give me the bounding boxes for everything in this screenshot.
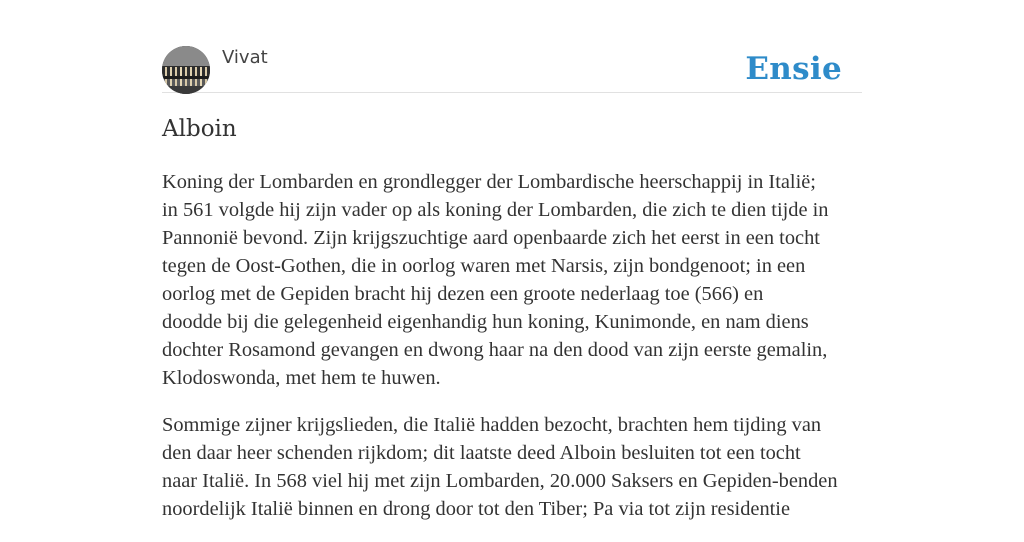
author-avatar[interactable] xyxy=(162,46,210,94)
article-body xyxy=(162,168,862,542)
text-line: Sommige zijner krijgslieden, die Italië hadden bezocht, brachten hem tijding van xyxy=(162,414,822,436)
text-line: naar Italië. In 568 viel hij met zijn Lombarden, 20.000 Saksers en Gepiden-benden xyxy=(162,470,838,492)
text-line: Koning der Lombarden en grondlegger der Lombardische heerschappij in Italië; xyxy=(162,171,816,193)
text-line: den daar heer schenden rijkdom; dit laatste deed Alboin besluiten tot een tocht xyxy=(162,442,801,464)
article-title: Alboin xyxy=(162,116,237,142)
text-line: in 561 volgde hij zijn vader op als koning der Lombarden, die zich te dien tijde in xyxy=(162,199,829,221)
text-line: Pannonië bevond. Zijn krijgszuchtige aard openbaarde zich het eerst in een tocht xyxy=(162,227,820,249)
text-line: noordelijk Italië binnen en drong door tot den Tiber; Pa via tot zijn residentie xyxy=(162,498,791,520)
text-line: dochter Rosamond gevangen en dwong haar na den dood van zijn eerste gemalin, xyxy=(162,339,828,361)
paragraph xyxy=(162,168,862,392)
text-line: Klodoswonda, met hem te huwen. xyxy=(162,367,441,389)
text-line: oorlog met de Gepiden bracht hij dezen een groote nederlaag toe (566) en xyxy=(162,283,764,305)
text-line: doodde bij die gelegenheid eigenhandig hun koning, Kunimonde, en nam diens xyxy=(162,311,809,333)
site-logo[interactable]: Ensie xyxy=(745,51,842,87)
paragraph xyxy=(162,411,862,523)
avatar-image xyxy=(162,46,210,94)
author-name[interactable]: Vivat xyxy=(222,47,268,68)
article-header xyxy=(162,46,862,93)
text-line: tegen de Oost-Gothen, die in oorlog waren met Narsis, zijn bondgenoot; in een xyxy=(162,255,806,277)
